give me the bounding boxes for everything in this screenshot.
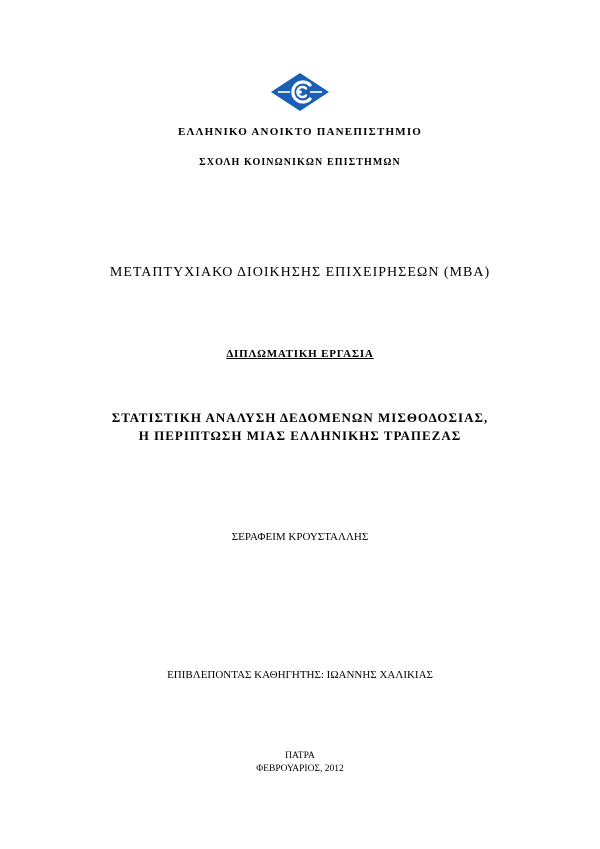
- city: ΠΑΤΡΑ: [285, 751, 315, 761]
- programme-name: ΜΕΤΑΠΤΥΧΙΑΚΟ ΔΙΟΙΚΗΣΗΣ ΕΠΙΧΕΙΡΗΣΕΩΝ (ΜΒΑ): [109, 265, 491, 280]
- author-name: ΣΕΡΑΦΕΙΜ ΚΡΟΥΣΤΑΛΛΗΣ: [231, 531, 369, 543]
- supervisor-line: ΕΠΙΒΛΕΠΟΝΤΑΣ ΚΑΘΗΓΗΤΗΣ: ΙΩΑΝΝΗΣ ΧΑΛΙΚΙΑΣ: [167, 669, 433, 681]
- thesis-title-line-2: Η ΠΕΡΙΠΤΩΣΗ ΜΙΑΣ ΕΛΛΗΝΙΚΗΣ ΤΡΑΠΕΖΑΣ: [138, 428, 462, 443]
- university-logo-icon: [270, 72, 330, 112]
- document-type: ΔΙΠΛΩΜΑΤΙΚΗ ΕΡΓΑΣΙΑ: [226, 348, 374, 360]
- submission-date: ΦΕΒΡΟΥΑΡΙΟΣ, 2012: [256, 764, 344, 774]
- university-name: ΕΛΛΗΝΙΚΟ ΑΝΟΙΚΤΟ ΠΑΝΕΠΙΣΤΗΜΙΟ: [177, 126, 423, 138]
- school-name: ΣΧΟΛΗ ΚΟΙΝΩΝΙΚΩΝ ΕΠΙΣΤΗΜΩΝ: [199, 157, 401, 168]
- thesis-title-line-1: ΣΤΑΤΙΣΤΙΚΗ ΑΝΑΛΥΣΗ ΔΕΔΟΜΕΝΩΝ ΜΙΣΘΟΔΟΣΙΑΣ,: [111, 410, 489, 425]
